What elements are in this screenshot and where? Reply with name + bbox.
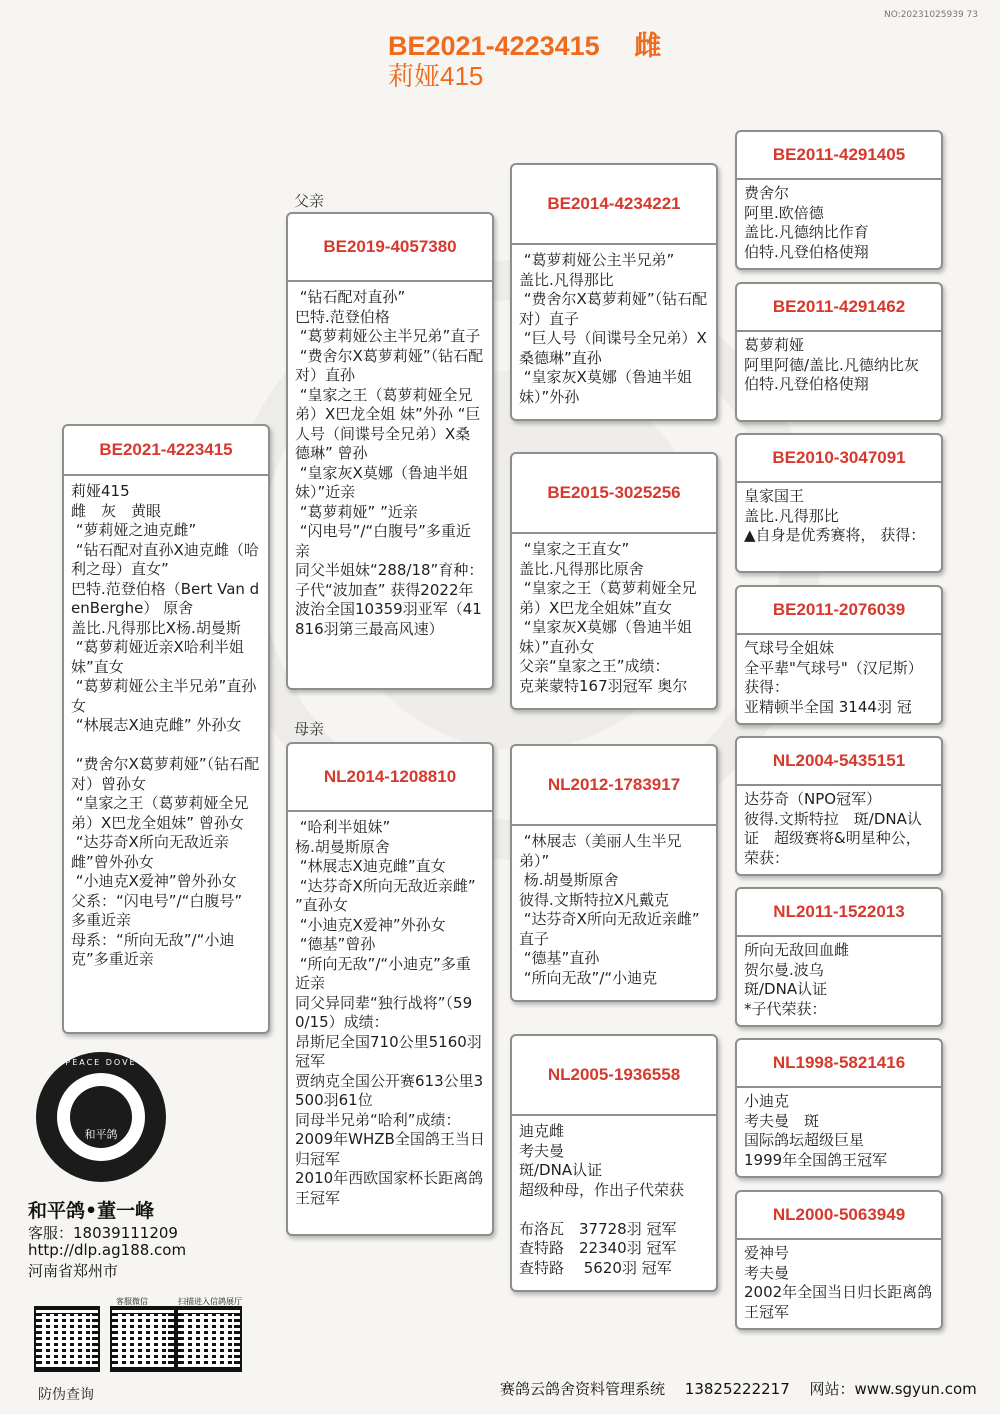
subject-ring: BE2021-4223415 [64, 426, 268, 476]
gg5-details: 达芬奇（NPO冠军） 彼得.文斯特拉 斑/DNA认证 超级赛将&明星种公，荣获： [744, 790, 922, 867]
mother-details: “哈利半姐妹” 杨.胡曼斯原舍 “林展志X迪克雌”直女 “达芬奇X所向无敌近亲雌” ”直孙女 “小迪克X爱神”外孙女 “德基”曾孙 “所向无敌”/“小迪克”多重近亲 同父异同辈“独行战将”（590/15）成绩： 昂斯尼全国710公里5160羽冠军 贾纳克全国公开赛613公里3500羽61位 同母半兄弟“哈利”成绩： 2009年WHZB全国鸽王当日归冠军 2010年西欧国家杯长距离鸽王冠军 [295, 818, 485, 1207]
mm-ring: NL2005-1936558 [512, 1036, 716, 1116]
father-card [286, 212, 494, 690]
dove-icon: 和平鸽 [70, 1086, 132, 1148]
father-ring: BE2019-4057380 [288, 214, 492, 282]
gg8-details: 爱神号 考夫曼 2002年全国当日归长距离鸽王冠军 [744, 1244, 933, 1321]
paternal-grandfather-card [510, 163, 718, 421]
maternal-grandfather-card [510, 744, 718, 1002]
mother-ring: NL2014-1208810 [288, 744, 492, 812]
gallery-qr-icon[interactable] [176, 1306, 242, 1372]
gg4-ring: BE2011-2076039 [737, 587, 941, 635]
gg1-details: 费舍尔 阿里.欧倍德 盖比.凡德纳比作育 伯特.凡登伯格使翔 [744, 184, 869, 261]
gg2-ring: BE2011-4291462 [737, 284, 941, 332]
anti-fake-qr-icon[interactable] [34, 1306, 100, 1372]
gg8-ring: NL2000-5063949 [737, 1192, 941, 1240]
title-ring: BE2021-4223415 [388, 31, 600, 61]
mf-details: “林展志（美丽人生半兄弟）” 杨.胡曼斯原舍 彼得.文斯特拉X凡戴克 “达芬奇X所向无敌近亲雌” 直子 “德基”直孙 “所向无敌”/“小迪克 [519, 832, 700, 987]
title-name: 莉娅415 [388, 61, 484, 91]
website-link[interactable]: http://dlp.ag188.com [28, 1241, 187, 1259]
father-label: 父亲 [294, 192, 325, 210]
mm-details: 迪克雌 考夫曼 斑/DNA认证 超级种母，作出子代荣获 布洛瓦 37728羽 冠军 查特路 22340羽 冠军 查特路 5620羽 冠军 [519, 1122, 685, 1277]
gg7-details: 小迪克 考夫曼 斑 国际鸽坛超级巨星 1999年全国鸽王冠军 [744, 1092, 888, 1169]
gg6-ring: NL2011-1522013 [737, 889, 941, 937]
gg2-details: 葛萝莉娅 阿里阿德/盖比.凡德纳比灰 伯特.凡登伯格使翔 [744, 336, 919, 393]
mother-label: 母亲 [294, 720, 325, 738]
subject-details: 莉娅415 雌 灰 黄眼 “萝莉娅之迪克雌” “钻石配对直孙X迪克雌（哈利之母）直女” 巴特.范登伯格（Bert Van denBerghe） 原舍 盖比.凡得那比X杨.胡曼斯 “葛萝莉娅近亲X哈利半姐妹”直女 “葛萝莉娅公主半兄弟”直孙女 “林展志X迪克雌” 外孙女 “费舍尔X葛萝莉娅”（钻石配对）曾孙女 “皇家之王（葛萝莉娅全兄弟）X巴龙全姐妹” 曾孙女 “达芬奇X所向无敌近亲雌”曾外孙女 “小迪克X爱神”曾外孙女 父系：“闪电号”/“白腹号” 多重近亲 母系：“所向无敌”/“小迪克”多重近亲 [71, 482, 260, 968]
ff-details: “葛萝莉娅公主半兄弟” 盖比.凡得那比 “费舍尔X葛萝莉娅”（钻石配对）直子 “巨人号（间谍号全兄弟）X桑德琳”直孙 “皇家灰X莫娜（鲁迪半姐妹）”外孙 [519, 251, 708, 406]
fm-ring: BE2015-3025256 [512, 454, 716, 534]
gg6-details: 所向无敌回血雌 贺尔曼.波乌 斑/DNA认证 *子代荣获： [744, 941, 850, 1018]
footer-text: 赛鸽云鸽舍资料管理系统 13825222217 网站：www.sgyun.com [500, 1380, 977, 1398]
great-grandparent-card-4 [735, 585, 943, 725]
maternal-grandmother-card [510, 1034, 718, 1292]
wechat-qr-caption: 客服微信 [116, 1297, 148, 1306]
mother-card [286, 742, 494, 1236]
subject-card [62, 424, 270, 1034]
great-grandparent-card-8 [735, 1190, 943, 1330]
logo-ring-text: PEACE DOVE [65, 1058, 137, 1067]
gg7-ring: NL1998-5821416 [737, 1040, 941, 1088]
gg3-details: 皇家国王 盖比.凡得那比 ▲自身是优秀赛将， 获得： [744, 487, 926, 544]
ff-ring: BE2014-4234221 [512, 165, 716, 245]
location-text: 河南省郑州市 [28, 1262, 119, 1280]
title-sex: 雌 [634, 31, 662, 61]
paternal-grandmother-card [510, 452, 718, 710]
gg5-ring: NL2004-5435151 [737, 738, 941, 786]
document-number: NO:20231025939 73 [884, 10, 978, 20]
great-grandparent-card-2 [735, 282, 943, 422]
great-grandparent-card-7 [735, 1038, 943, 1178]
great-grandparent-card-5 [735, 736, 943, 876]
gg1-ring: BE2011-4291405 [737, 132, 941, 180]
brand-name: 和平鸽•董一峰 [28, 1200, 155, 1222]
gg4-details: 气球号全姐妹 全平辈"气球号"（汉尼斯）获得： 亚精顿半全国 3144羽 冠 [744, 639, 923, 716]
wechat-qr-icon[interactable] [110, 1306, 176, 1372]
service-phone: 客服：18039111209 [28, 1224, 178, 1242]
gallery-qr-caption: 扫描进入信鸽展厅 [178, 1297, 242, 1306]
great-grandparent-card-6 [735, 887, 943, 1027]
fm-details: “皇家之王直女” 盖比.凡得那比原舍 “皇家之王（葛萝莉娅全兄弟）X巴龙全姐妹”直女 “皇家灰X莫娜（鲁迪半姐妹）”直孙女 父亲“皇家之王”成绩： 克莱蒙特167羽冠军 奥尔 [519, 540, 697, 695]
mf-ring: NL2012-1783917 [512, 746, 716, 826]
gg3-ring: BE2010-3047091 [737, 435, 941, 483]
anti-fake-label: 防伪查询 [38, 1387, 94, 1403]
great-grandparent-card-1 [735, 130, 943, 270]
peace-dove-logo [36, 1052, 166, 1182]
great-grandparent-card-3 [735, 433, 943, 573]
father-details: “钻石配对直孙” 巴特.范登伯格 “葛萝莉娅公主半兄弟”直子 “费舍尔X葛萝莉娅”（钻石配对）直孙 “皇家之王（葛萝莉娅全兄弟）X巴龙全姐 妹”外孙 “巨人号（间谍号全兄弟）X桑德琳” 曾孙 “皇家灰X莫娜（鲁迪半姐妹）”近亲 “葛萝莉娅” ”近亲 “闪电号”/“白腹号”多重近亲 同父半姐妹“288/18”育种：子代“波加查” 获得2022年波治全国10359羽亚军（41816羽第三最高风速） [295, 288, 484, 638]
logo-inner-circle [57, 1073, 145, 1161]
